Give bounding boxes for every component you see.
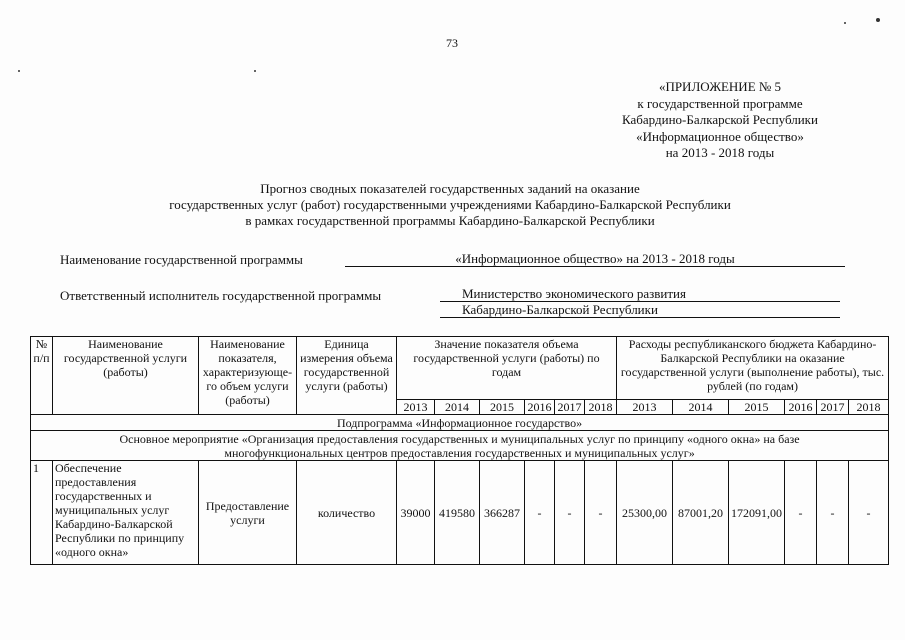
header-service-name: Наименование государственной услуги (работы): [53, 337, 199, 415]
table-row: [31, 461, 889, 565]
appendix-line: Кабардино-Балкарской Республики: [622, 112, 818, 127]
program-label: Наименование государственной программы: [60, 252, 303, 267]
header-row: [31, 337, 889, 400]
executor-field: [60, 288, 381, 304]
title-line: Прогноз сводных показателей государственных заданий на оказание: [260, 181, 640, 196]
indicators-table: [30, 336, 889, 565]
scan-speck: [844, 22, 846, 24]
title-line: государственных услуг (работ) государственными учреждениями Кабардино-Балкарской Республики: [169, 197, 731, 212]
row-volume-2013: 39000: [397, 461, 435, 565]
row-volume-2017: -: [555, 461, 585, 565]
row-num: 1: [31, 461, 53, 565]
row-expense-2016: -: [785, 461, 817, 565]
appendix-line: «ПРИЛОЖЕНИЕ № 5: [658, 79, 782, 94]
row-volume-2018: -: [585, 461, 617, 565]
volume-year: 2013: [397, 400, 435, 415]
volume-year: 2015: [480, 400, 525, 415]
row-expense-2017: -: [817, 461, 849, 565]
header-unit: Единица измерения объема государственной услуги (работы): [297, 337, 397, 415]
row-expense-2014: 87001,20: [673, 461, 729, 565]
row-expense-2015: 172091,00: [729, 461, 785, 565]
scan-speck: [18, 70, 20, 72]
row-volume-2016: -: [525, 461, 555, 565]
volume-year: 2014: [435, 400, 480, 415]
main-event-row: [31, 431, 889, 461]
executor-value-line1: Министерство экономического развития: [440, 286, 840, 302]
scan-speck: [254, 70, 256, 72]
row-expense-2018: -: [849, 461, 889, 565]
expense-year: 2013: [617, 400, 673, 415]
volume-year: 2017: [555, 400, 585, 415]
row-indicator-name: Предоставление услуги: [199, 461, 297, 565]
row-volume-2014: 419580: [435, 461, 480, 565]
volume-year: 2018: [585, 400, 617, 415]
header-expense-group: Расходы республиканского бюджета Кабардино-Балкарской Республики на оказание государственной услуги (выполнение работы), тыс. рублей (по годам): [617, 337, 889, 400]
row-expense-2013: 25300,00: [617, 461, 673, 565]
expense-year: 2014: [673, 400, 729, 415]
page-number: 73: [446, 36, 458, 50]
subprogram-title: Подпрограмма «Информационное государство»: [31, 415, 889, 431]
document-title: [90, 181, 810, 229]
row-volume-2015: 366287: [480, 461, 525, 565]
scan-speck: [876, 18, 880, 22]
expense-year: 2016: [785, 400, 817, 415]
expense-year: 2018: [849, 400, 889, 415]
program-field: [60, 252, 303, 268]
appendix-line: к государственной программе: [637, 95, 803, 111]
main-event-line: Основное мероприятие «Организация предоставления государственных и муниципальных услуг по принципу «одного окна» на базе: [119, 431, 800, 446]
header-num: № п/п: [31, 337, 53, 415]
expense-year: 2015: [729, 400, 785, 415]
program-value: «Информационное общество» на 2013 - 2018 годы: [345, 251, 845, 267]
header-indicator-name: Наименование показателя, характеризующе-го объем услуги (работы): [199, 337, 297, 415]
volume-year: 2016: [525, 400, 555, 415]
appendix-line: «Информационное общество»: [636, 128, 804, 144]
appendix-line: на 2013 - 2018 годы: [665, 145, 775, 160]
main-event-title: [31, 431, 889, 461]
row-unit: количество: [297, 461, 397, 565]
title-line: в рамках государственной программы Кабардино-Балкарской Республики: [245, 213, 655, 228]
appendix-heading: [590, 79, 850, 162]
subprogram-row: [31, 415, 889, 431]
executor-label: Ответственный исполнитель государственной программы: [60, 288, 382, 303]
main-event-line: многофункциональных центров предоставления государственных и муниципальных услуг»: [224, 445, 695, 460]
row-service-name: Обеспечение предоставления государственных и муниципальных услуг Кабардино-Балкарской Республики по принципу «одного окна»: [53, 461, 199, 565]
header-volume-group: Значение показателя объема государственной услуги (работы) по годам: [397, 337, 617, 400]
expense-year: 2017: [817, 400, 849, 415]
executor-value-line2: Кабардино-Балкарской Республики: [440, 302, 840, 318]
